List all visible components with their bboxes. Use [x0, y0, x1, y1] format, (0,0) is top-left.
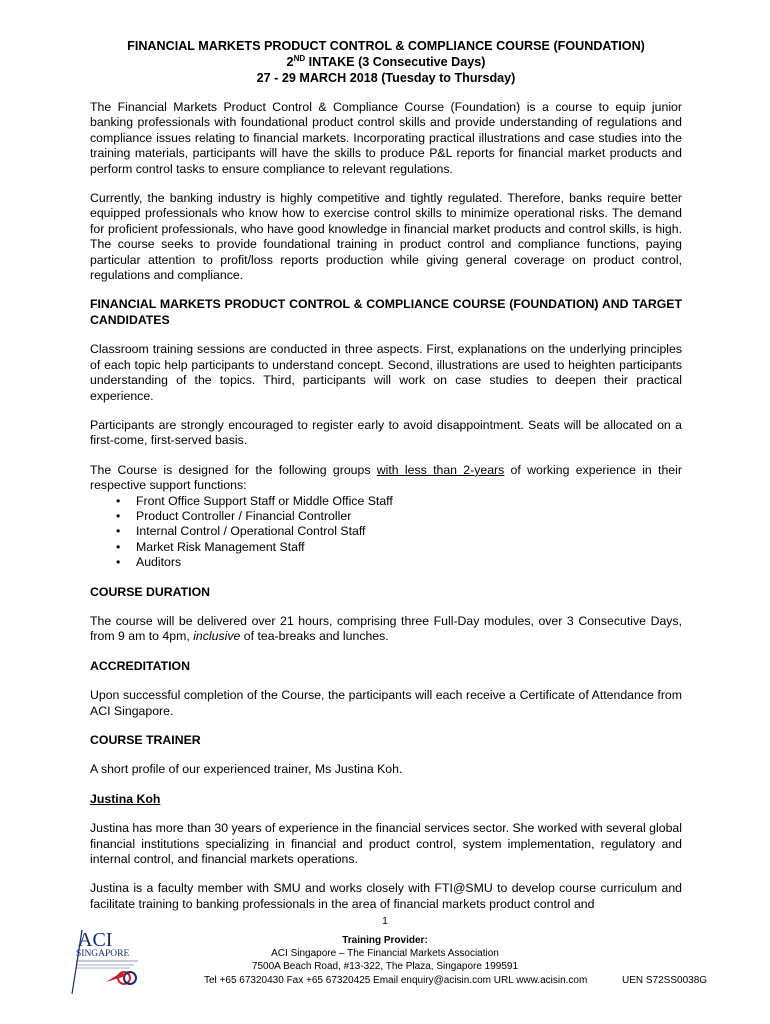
target-paragraph-2: Participants are strongly encouraged to register early to avoid disappointment. Seats will be allocated on a first-come, first-served basis.	[90, 417, 682, 448]
list-item: • Front Office Support Staff or Middle Office Staff	[116, 494, 682, 509]
duration-title: COURSE DURATION	[90, 584, 211, 599]
target-paragraph-3: The Course is designed for the following groups with less than 2-years of working experience in their respective support functions:	[90, 462, 682, 493]
footer-address: 7500A Beach Road, #13-322, The Plaza, Singapore 199591	[251, 961, 519, 972]
target-section-title: FINANCIAL MARKETS PRODUCT CONTROL & COMPLIANCE COURSE (FOUNDATION) AND TARGET CANDIDATES	[90, 297, 682, 327]
page-number: 1	[382, 916, 388, 927]
logo-text-bottom: SINGAPORE	[76, 949, 130, 959]
logo-text-top: ACI	[78, 929, 113, 951]
list-item: • Product Controller / Financial Controller	[116, 509, 682, 524]
intro-paragraph-1: The Financial Markets Product Control & Compliance Course (Foundation) is a course to equip junior banking professionals with foundational product control skills and provide understanding of regulations and compliance issues relating to financial markets. Incorporating practical illustrations and case studies into the training materials, participants will have the skills to produce P&L reports for financial market products and perform control tasks to ensure compliance to relevant regulations.	[90, 100, 682, 176]
ordinal-superscript: ND	[293, 53, 306, 63]
trainer-title: COURSE TRAINER	[90, 733, 201, 747]
footer	[0, 934, 770, 973]
target-groups-list	[90, 494, 682, 571]
footer-org: ACI Singapore – The Financial Markets Association	[271, 948, 499, 959]
header-title: FINANCIAL MARKETS PRODUCT CONTROL & COMPLIANCE COURSE (FOUNDATION)	[127, 39, 645, 53]
footer-title: Training Provider:	[342, 935, 428, 946]
footer-contact: Tel +65 67320430 Fax +65 67320425 Email enquiry@acisin.com URL www.acisin.com	[204, 975, 588, 986]
duration-text: The course will be delivered over 21 hours, comprising three Full-Day modules, over 3 Consecutive Days, from 9 am to 4pm, inclusive of tea-breaks and lunches.	[90, 613, 682, 644]
trainer-paragraph-2: Justina is a faculty member with SMU and works closely with FTI@SMU to develop course curriculum and facilitate training to banking professionals in the area of financial markets product control and	[90, 881, 682, 911]
document-header	[90, 38, 682, 86]
target-paragraph-1: Classroom training sessions are conducted in three aspects. First, explanations on the underlying principles of each topic help participants to understand concept. Second, illustrations are used to heighten participants understanding of the topics. Third, participants will work on case studies to deepen their practical experience.	[90, 342, 682, 403]
experience-requirement: with less than 2-years	[376, 462, 505, 477]
list-item: • Internal Control / Operational Control Staff	[116, 524, 682, 539]
footer-uen: UEN S72SS0038G	[622, 975, 708, 986]
list-item: • Market Risk Management Staff	[116, 540, 682, 555]
list-item: • Auditors	[116, 555, 682, 570]
accreditation-text: Upon successful completion of the Course, the participants will each receive a Certificate of Attendance from ACI Singapore.	[90, 688, 682, 718]
intro-paragraph-2: Currently, the banking industry is highly competitive and tightly regulated. Therefore, banks require better equipped professionals who know how to exercise control skills to minimize operational risks. The demand for proficient professionals, who have good knowledge in financial market products and control skills, is high. The course seeks to provide foundational training in product control and compliance functions, paying particular attention to profit/loss reports production while giving general coverage on product control, regulations and compliance.	[90, 191, 682, 283]
header-intake: 2ND INTAKE (3 Consecutive Days)	[286, 53, 486, 69]
trainer-paragraph-1: Justina has more than 30 years of experience in the financial services sector. She worked with several global financial institutions specializing in financial and product control, system implementation, regulatory and internal control, and financial markets operations.	[90, 821, 682, 867]
accreditation-title: ACCREDITATION	[90, 658, 190, 673]
trainer-name: Justina Koh	[90, 791, 161, 806]
header-dates: 27 - 29 MARCH 2018 (Tuesday to Thursday)	[256, 71, 516, 85]
trainer-intro: A short profile of our experienced trainer, Ms Justina Koh.	[90, 762, 403, 777]
